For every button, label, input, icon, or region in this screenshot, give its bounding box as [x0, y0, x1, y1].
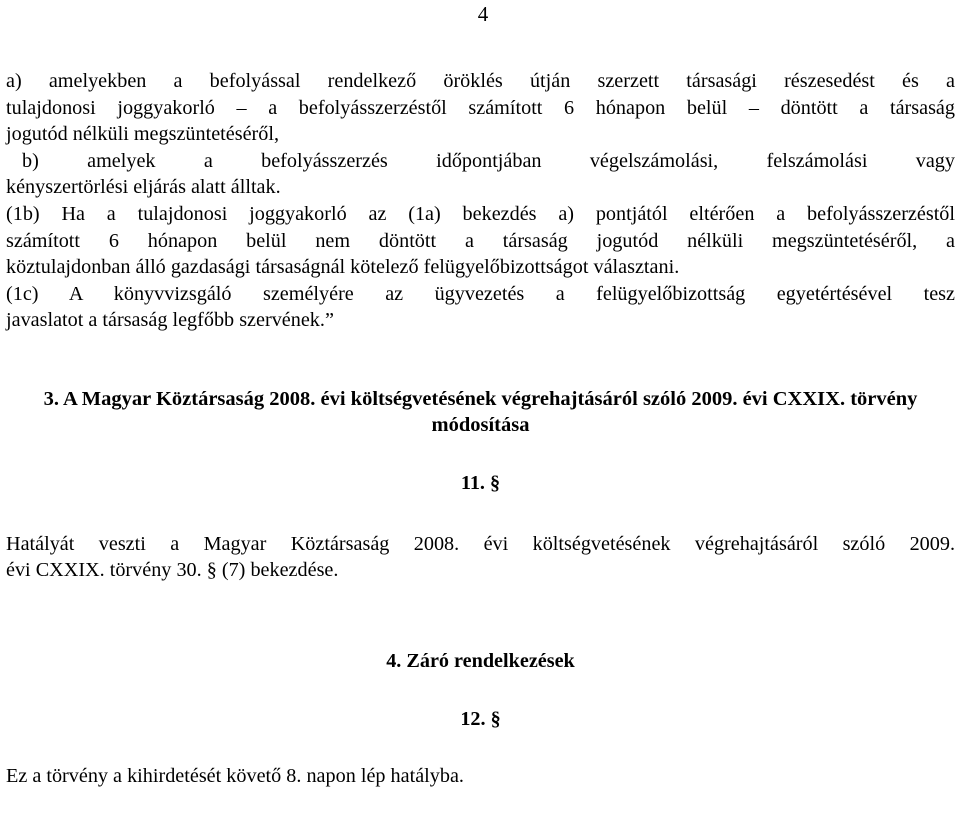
paragraph-1c-line-2: javaslatot a társaság legfőbb szervének.”	[6, 309, 334, 332]
section-4-heading: 4. Záró rendelkezések	[386, 649, 575, 672]
point-a-line-1: a) amelyekben a befolyással rendelkező öröklés útján szerzett társasági részesedést és a	[6, 70, 955, 92]
point-b-line-2: kényszertörlési eljárás alatt álltak.	[6, 176, 281, 199]
paragraph-1c-line-1: (1c) A könyvvizsgáló személyére az ügyvezetés a felügyelőbizottság egyetértésével tesz	[6, 282, 955, 305]
paragraph-1b-line-1: (1b) Ha a tulajdonosi joggyakorló az (1a) bekezdés a) pontjától eltérően a befolyásszerzéstől	[6, 202, 955, 225]
section-11-number: 11. §	[460, 471, 501, 494]
section-11-text-line-1: Hatályát veszti a Magyar Köztársaság 2008. évi költségvetésének végrehajtásáról szóló 2009.	[6, 532, 955, 555]
section-11-text-line-2: évi CXXIX. törvény 30. § (7) bekezdése.	[6, 559, 339, 582]
section-3-heading: 3. A Magyar Köztársaság 2008. évi költségvetésének végrehajtásáról szóló 2009. évi CXXIX. törvény módosítása	[43, 387, 918, 436]
paragraph-1b-line-2: számított 6 hónapon belül nem döntött a társaság jogutód nélküli megszüntetéséről, a	[6, 229, 955, 252]
paragraph-1b-line-3: köztulajdonban álló gazdasági társaságnál kötelező felügyelőbizottságot választani.	[6, 256, 680, 279]
document-body	[6, 68, 955, 790]
point-b-line-1: b) amelyek a befolyásszerzés időpontjában végelszámolási, felszámolási vagy	[22, 149, 955, 172]
point-a-line-2: tulajdonosi joggyakorló – a befolyásszerzéstől számított 6 hónapon belül – döntött a társaság	[6, 96, 955, 119]
point-a-line-3: jogutód nélküli megszüntetéséről,	[6, 123, 280, 146]
page-number: 4	[477, 2, 489, 26]
section-12-number: 12. §	[460, 708, 501, 731]
section-12-text: Ez a törvény a kihirdetését követő 8. napon lép hatályba.	[6, 764, 464, 787]
